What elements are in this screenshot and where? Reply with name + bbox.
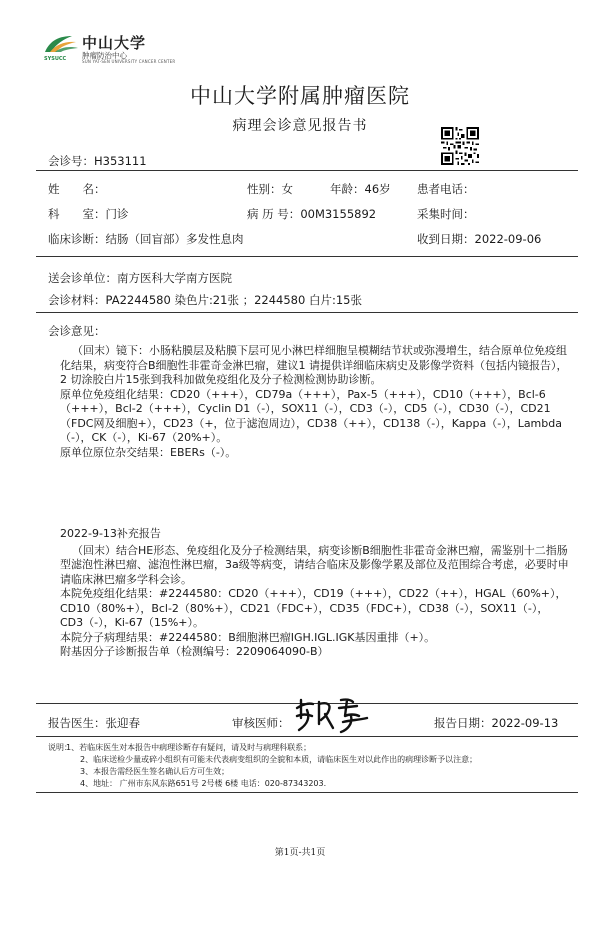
hospital-logo: [42, 30, 176, 66]
patient-age: [330, 182, 391, 196]
notes-label: 说明：: [48, 743, 72, 752]
consult-number-label: 会诊号：: [48, 154, 94, 168]
sysucc-emblem-icon: [42, 30, 80, 56]
opinion-paragraph: 本院分子病理结果：#2244580：B细胞淋巴瘤IGH.IGL.IGK基因重排（+）。: [60, 630, 436, 644]
reporter-label: 报告医生：: [48, 716, 106, 730]
clinical-diagnosis: [48, 232, 244, 246]
report-date: [434, 716, 558, 730]
logo-org-name: 中山大学: [82, 34, 147, 52]
note-item: 3、本报告需经医生签名确认后方可生效；: [80, 767, 230, 776]
age-value: 46岁: [364, 182, 391, 196]
divider: [36, 792, 578, 793]
patient-dept: [48, 207, 129, 221]
diag-value: 结肠（回盲部）多发性息肉: [105, 232, 244, 246]
note-item: 4、地址： 广州市东风东路651号 2号楼 6楼 电话：020-87343203.: [80, 779, 327, 788]
divider: [36, 312, 578, 313]
opinion-heading: 会诊意见：: [48, 324, 106, 338]
material-value: PA2244580 染色片:21张 ；2244580 白片:15张: [105, 293, 362, 307]
report-date-label: 报告日期：: [434, 716, 492, 730]
age-label: 年龄：: [330, 182, 365, 196]
record-value: 00M3155892: [300, 207, 377, 221]
consult-number: [48, 154, 147, 168]
phone-label: 患者电话：: [417, 182, 475, 196]
page-number: 第1页-共1页: [274, 848, 326, 858]
divider: [36, 256, 578, 257]
note-item: 1、若临床医生对本报告中病理诊断存有疑问，请及时与病理科联系；: [66, 743, 312, 752]
reporter-value: 张迎春: [105, 716, 140, 730]
reviewer-label: 审核医师：: [232, 716, 290, 730]
supplementary-report: [60, 527, 570, 660]
reviewer-signature: [293, 694, 375, 734]
reporting-doctor: [48, 716, 140, 730]
collect-label: 采集时间：: [417, 207, 475, 221]
record-label: 病 历 号：: [247, 207, 301, 221]
divider: [36, 736, 578, 737]
sex-label: 性别：: [247, 182, 282, 196]
dept-label: 科 室：: [48, 207, 106, 221]
hospital-name: 中山大学附属肿瘤医院: [190, 84, 410, 108]
divider: [36, 170, 578, 171]
logo-sub-name: 肿瘤防治中心: [82, 51, 127, 60]
received-label: 收到日期：: [417, 232, 475, 246]
opinion-body: [60, 344, 570, 460]
referral-unit-value: 南方医科大学南方医院: [117, 271, 232, 285]
report-date-value: 2022-09-13: [491, 716, 559, 730]
note-item: 2、临床送检少量或碎小组织有可能未代表病变组织的全貌和本质，请临床医生对以此作出的病理诊断予以注意；: [80, 755, 478, 764]
collection-time: [417, 207, 475, 221]
dept-value: 门诊: [105, 207, 129, 221]
opinion-paragraph: 原单位原位杂交结果：EBERs（-）。: [60, 445, 237, 459]
logo-abbreviation: SYSUCC: [44, 56, 67, 62]
opinion-paragraph: 本院免疫组化结果：#2244580：CD20（+++），CD19（+++），CD22（++），HGAL（60%+），CD10（80%+），Bcl-2（80%+），CD21（FDC+），CD35（FDC+），CD38（-），SOX11（-），CD3（-），Ki-67（15%+）。: [60, 587, 567, 629]
patient-phone: [417, 182, 475, 196]
supplementary-heading: 2022-9-13补充报告: [60, 527, 161, 540]
qr-code-icon: [441, 127, 479, 165]
referral-unit-label: 送会诊单位：: [48, 271, 117, 285]
report-title: 病理会诊意见报告书: [232, 118, 368, 134]
sex-value: 女: [281, 182, 293, 196]
logo-english-name: SUN YAT-SEN UNIVERSITY CANCER CENTER: [82, 59, 176, 64]
patient-sex: [247, 182, 293, 196]
referral-unit: [48, 271, 232, 285]
opinion-paragraph: （回末）结合HE形态、免疫组化及分子检测结果，病变诊断B细胞性非霍奇金淋巴瘤，需鉴别十二指肠型滤泡性淋巴瘤、滤泡性淋巴瘤，3a级等病变，请结合临床及影像学累及部位及范围综合考虑，必要时申请临床淋巴瘤多学科会诊。: [60, 543, 569, 586]
medical-record-number: [247, 207, 376, 221]
patient-name: [48, 182, 106, 196]
name-label: 姓 名：: [48, 182, 106, 196]
received-value: 2022-09-06: [474, 232, 542, 246]
material-label: 会诊材料：: [48, 293, 106, 307]
opinion-paragraph: 原单位免疫组化结果：CD20（+++），CD79a（+++），Pax-5（+++），CD10（+++），Bcl-6（+++），Bcl-2（+++），Cyclin D1（-），SOX11（-），CD3（-），CD5（-），CD30（-），CD21（FDC网及细胞+），CD23（+，位于滤泡周边），CD38（++），CD138（-），Kappa（-），Lambda（-），CK（-），Ki-67（20%+）。: [60, 387, 562, 444]
consult-material: [48, 293, 362, 307]
diag-label: 临床诊断：: [48, 232, 106, 246]
opinion-paragraph: （回末）镜下：小肠粘膜层及粘膜下层可见小淋巴样细胞呈模糊结节状或弥漫增生，结合原单位免疫组化结果，病变符合B细胞性非霍奇金淋巴瘤，建议1 请提供详细临床病史及影像学资料（包括内镜报告），2 切涂胶白片15张到我科加做免疫组化及分子检测检测协助诊断。: [60, 344, 568, 386]
received-date: [417, 232, 541, 246]
opinion-paragraph: 附基因分子诊断报告单（检测编号：2209064090-B）: [60, 645, 329, 658]
consult-number-value: H353111: [94, 154, 147, 168]
